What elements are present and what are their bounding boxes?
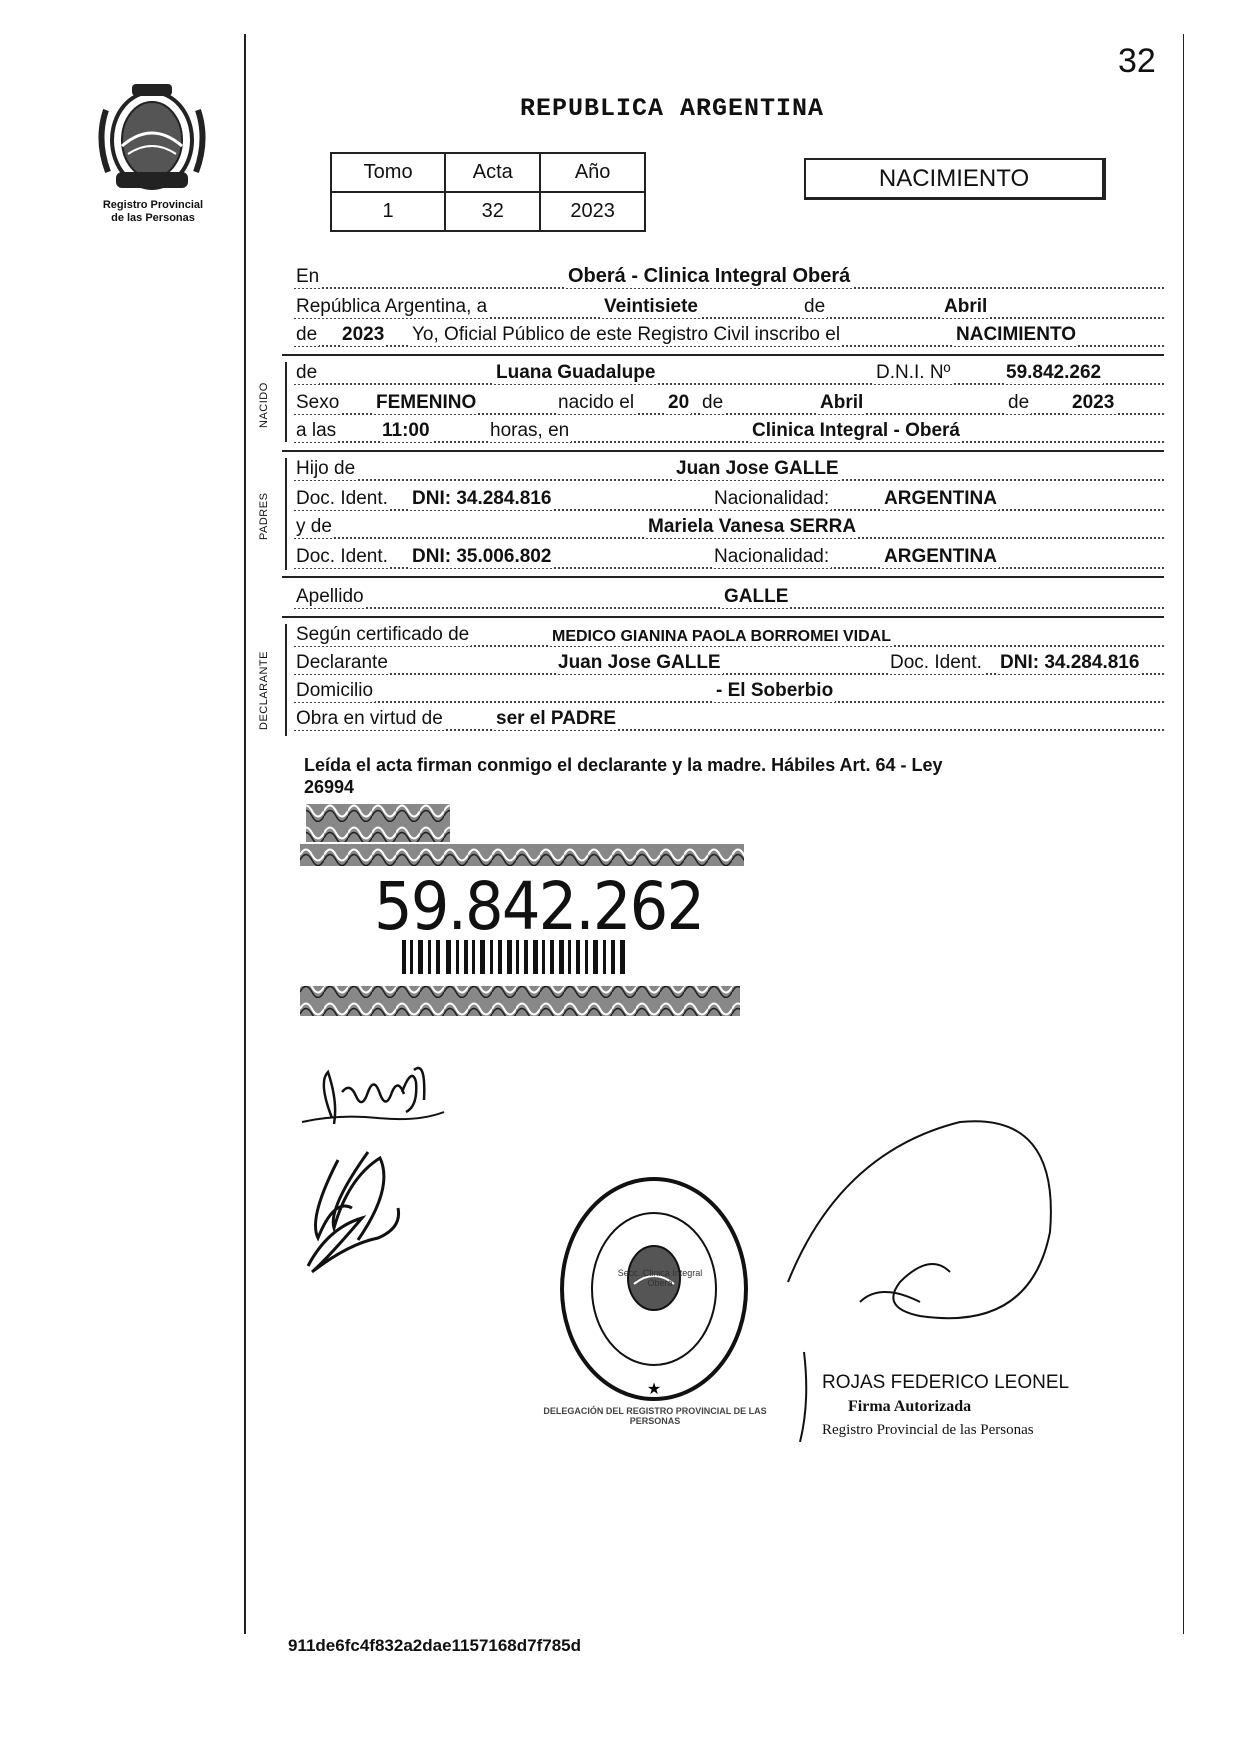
year-text: 2023 [342, 324, 385, 345]
label-de-day: de [702, 392, 724, 413]
birth-day: 20 [668, 392, 690, 413]
label-decl-doc: Doc. Ident. [890, 652, 982, 673]
nacido-bar [285, 362, 287, 442]
row-republica [294, 296, 1164, 322]
value-tomo: 1 [331, 192, 445, 231]
label-sexo: Sexo [296, 392, 340, 413]
record-table [330, 152, 646, 232]
row-father-doc [294, 488, 1164, 514]
label-de-year: de [1008, 392, 1030, 413]
section-divider-4 [282, 616, 1164, 618]
seal-outer-text: DELEGACIÓN DEL REGISTRO PROVINCIAL DE LAS PERSONAS [543, 1406, 767, 1426]
nacido-label: NACIDO [258, 382, 270, 428]
page-number: 32 [1118, 42, 1156, 80]
header-anio: Año [540, 153, 645, 192]
label-en: En [296, 266, 320, 287]
margin-line [244, 34, 246, 1634]
right-edge-line [1183, 34, 1184, 1634]
father-name: Juan Jose GALLE [676, 458, 839, 479]
mother-signature [298, 1148, 408, 1278]
official-org: Registro Provincial de las Personas [822, 1422, 1034, 1438]
closing-line-2: 26994 [304, 777, 355, 797]
label-nacido-el: nacido el [558, 392, 635, 413]
label-father-doc: Doc. Ident. [296, 488, 388, 509]
seal-inner-text: Secc. Clinica Integral Oberá [617, 1268, 703, 1288]
label-hijo-de: Hijo de [296, 458, 356, 479]
svg-text:★: ★ [646, 1379, 662, 1398]
mother-name: Mariela Vanesa SERRA [648, 516, 857, 537]
row-nacido-hora [294, 420, 1164, 446]
province-logo [92, 80, 212, 198]
closing-text [304, 754, 1164, 798]
header-acta: Acta [445, 153, 540, 192]
capacity: ser el PADRE [496, 708, 617, 729]
label-horas: horas, en [490, 420, 570, 441]
header-tomo: Tomo [331, 153, 445, 192]
logo-caption-line-2: de las Personas [111, 212, 195, 224]
label-de: de [804, 296, 826, 317]
row-nacido-name [294, 362, 1164, 388]
declarant-doc: DNI: 34.284.816 [1000, 652, 1140, 673]
label-republica: República Argentina, a [296, 296, 488, 317]
address: - El Soberbio [716, 680, 834, 701]
row-obra [294, 708, 1164, 734]
row-year [294, 324, 1164, 350]
birth-year: 2023 [1072, 392, 1115, 413]
padres-label: PADRES [258, 492, 270, 540]
row-father [294, 458, 1164, 484]
record-table-values [331, 192, 645, 231]
declarante-label: DECLARANTE [258, 651, 270, 730]
declarant-name: Juan Jose GALLE [558, 652, 721, 673]
label-certificado: Según certificado de [296, 624, 470, 645]
child-dni: 59.842.262 [1006, 362, 1102, 383]
row-domicilio [294, 680, 1164, 706]
surname: GALLE [724, 586, 789, 607]
row-apellido [294, 586, 1164, 612]
row-nacido-sexo [294, 392, 1164, 418]
dni-sticker-number: 59.842.262 [374, 868, 704, 945]
label-y-de: y de [296, 516, 332, 537]
row-mother-doc [294, 546, 1164, 572]
value-anio: 2023 [540, 192, 645, 231]
value-acta: 32 [445, 192, 540, 231]
section-divider-1 [282, 354, 1164, 356]
child-name: Luana Guadalupe [496, 362, 656, 383]
declarant-signature [298, 1062, 448, 1142]
row-declarante [294, 652, 1164, 678]
padres-bar [285, 458, 287, 570]
declarante-bar [285, 624, 287, 736]
act-text: NACIMIENTO [956, 324, 1076, 345]
certificate-issuer: MEDICO GIANINA PAOLA BORROMEI VIDAL [552, 628, 891, 645]
label-apellido: Apellido [296, 586, 364, 607]
section-divider-2 [282, 450, 1164, 452]
row-en [294, 266, 1164, 292]
logo-caption [80, 199, 226, 225]
record-table-header [331, 153, 645, 192]
logo-caption-line-1: Registro Provincial [102, 199, 204, 211]
birth-place: Oberá - Clinica Integral Oberá [568, 265, 851, 287]
label-a-las: a las [296, 420, 337, 441]
yo-text: Yo, Oficial Público de este Registro Civil inscribo el [412, 324, 841, 345]
document-title: REPUBLICA ARGENTINA [520, 94, 825, 123]
label-de-name: de [296, 362, 318, 383]
label-dni: D.N.I. Nº [876, 362, 951, 383]
record-type-box: NACIMIENTO [804, 158, 1106, 200]
label-declarante: Declarante [296, 652, 388, 673]
label-domicilio: Domicilio [296, 680, 374, 701]
section-divider-3 [282, 576, 1164, 578]
label-mother-nat: Nacionalidad: [714, 546, 830, 567]
day-text: Veintisiete [604, 296, 698, 317]
label-mother-doc: Doc. Ident. [296, 546, 388, 567]
label-de2: de [296, 324, 318, 345]
father-doc: DNI: 34.284.816 [412, 488, 552, 509]
mother-nationality: ARGENTINA [884, 546, 997, 567]
document-hash: 911de6fc4f832a2dae1157168d7f785d [288, 1636, 582, 1655]
month-text: Abril [944, 296, 988, 317]
row-mother [294, 516, 1164, 542]
birth-time: 11:00 [382, 420, 430, 441]
father-nationality: ARGENTINA [884, 488, 997, 509]
child-sex: FEMENINO [376, 392, 477, 413]
official-name: ROJAS FEDERICO LEONEL [822, 1372, 1070, 1393]
closing-line-1: Leída el acta firman conmigo el declarante y la madre. Hábiles Art. 64 - Ley [304, 755, 943, 775]
row-certificado [294, 624, 1164, 650]
label-father-nat: Nacionalidad: [714, 488, 830, 509]
official-seal [556, 1172, 752, 1406]
official-title: Firma Autorizada [848, 1398, 972, 1415]
birth-month: Abril [820, 392, 864, 413]
label-obra: Obra en virtud de [296, 708, 443, 729]
mother-doc: DNI: 35.006.802 [412, 546, 552, 567]
birth-clinic: Clinica Integral - Oberá [752, 420, 960, 441]
